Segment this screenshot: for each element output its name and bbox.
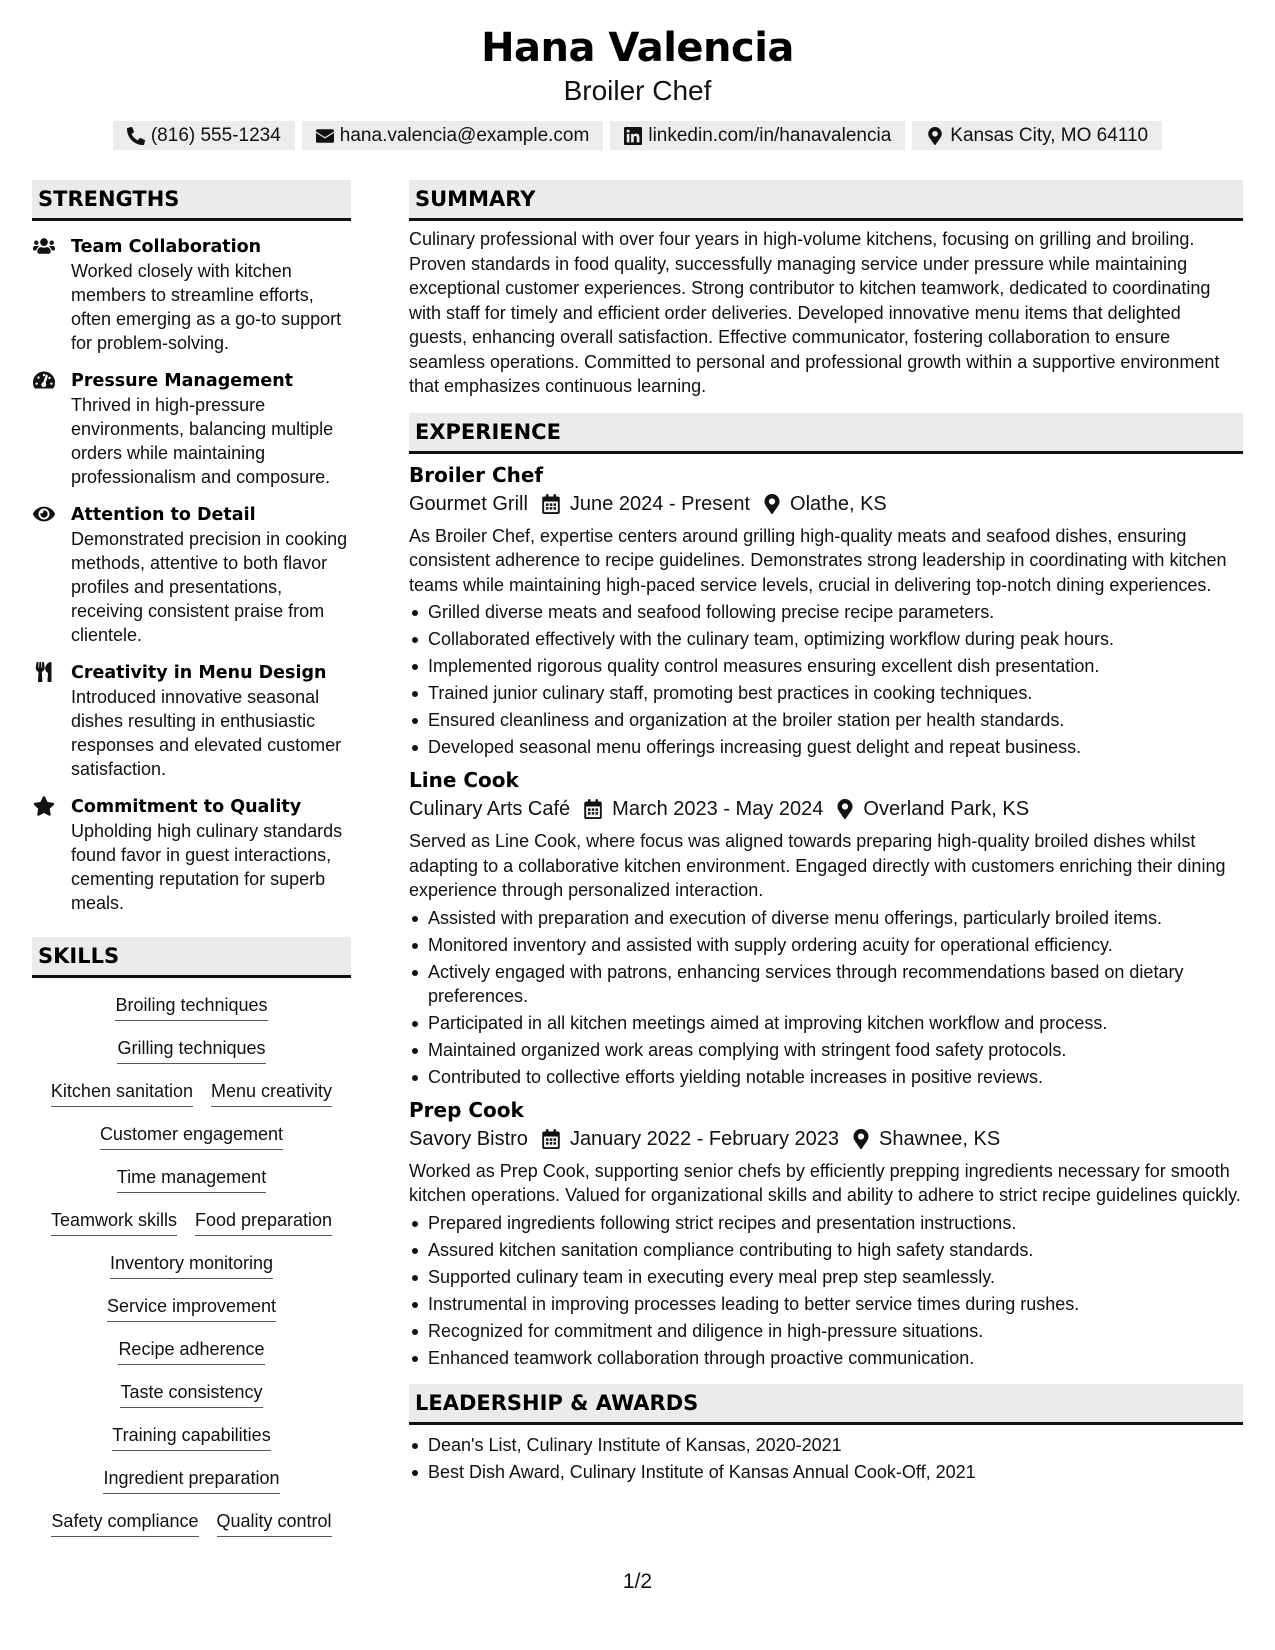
candidate-role: Broiler Chef: [563, 75, 712, 106]
eye-icon: [33, 504, 55, 524]
job-dates: January 2022 - February 2023: [569, 1127, 839, 1150]
contact-phone-text: (816) 555-1234: [150, 124, 281, 146]
list-item: Actively engaged with patrons, enhancing services through recommendations based on dietary preferences.: [409, 960, 1243, 1008]
job-description: As Broiler Chef, expertise centers around grilling high-quality meats and seafood dishes, ensuring consistent adherence to recipe guidelines. Demonstrates strong leadership in coordinating with kitchen teams while maintaining high-paced service levels, crucial in delivering top-notch dining experiences.: [409, 525, 1227, 595]
job-location: Shawnee, KS: [879, 1127, 1001, 1150]
contact-email[interactable]: [302, 121, 604, 150]
contact-location-text: Kansas City, MO 64110: [950, 124, 1149, 146]
job-location: Olathe, KS: [790, 492, 887, 515]
skills-row: [32, 1294, 351, 1322]
skill-tag: Quality control: [217, 1509, 332, 1537]
job-dates: June 2024 - Present: [569, 492, 751, 515]
job-meta: [409, 490, 1243, 518]
skill-tag: Grilling techniques: [117, 1036, 265, 1064]
strength-item: [32, 503, 351, 647]
strength-item: [32, 795, 351, 915]
strength-desc: Demonstrated precision in cooking methods, attentive to both flavor profiles and presentations, receiving consistent praise from clientele.: [71, 529, 348, 645]
skills-row: [32, 1466, 351, 1494]
job-entry: [409, 462, 1243, 760]
job-company: Culinary Arts Café: [409, 798, 571, 820]
job-location: Overland Park, KS: [863, 798, 1030, 820]
list-item: Implemented rigorous quality control measures ensuring excellent dish presentation.: [409, 654, 1243, 678]
skill-tag: Inventory monitoring: [110, 1251, 273, 1279]
job-company: Gourmet Grill: [409, 492, 528, 515]
strength-title: Team Collaboration: [71, 237, 262, 257]
map-pin-icon: [926, 127, 944, 145]
list-item: Trained junior culinary staff, promoting best practices in cooking techniques.: [409, 681, 1243, 705]
skills-row: [32, 1036, 351, 1064]
summary-text: Culinary professional with over four years in high-volume kitchens, focusing on grilling and broiling. Proven standards in food quality, successfully managing service under pressure while maintaining exceptional customer experiences. Strong contributor to kitchen teamwork, dedicated to coordinating with staff for timely and efficient order deliveries. Developed innovative menu items that delighted guests, enhancing overall satisfaction. Effective communicator, fostering collaboration to ensure seamless operations. Committed to personal and professional growth within a supportive environment that emphasizes continuous learning.: [409, 229, 1220, 396]
contact-location: [912, 121, 1162, 150]
calendar-icon: [542, 1129, 560, 1149]
list-item: Instrumental in improving processes leading to better service times during rushes.: [409, 1292, 1243, 1316]
skills-row: [32, 1122, 351, 1150]
skills-row: [32, 1208, 351, 1236]
skill-tag: Time management: [117, 1165, 266, 1193]
job-bullets: [409, 600, 1243, 759]
users-icon: [33, 236, 55, 256]
calendar-icon: [584, 799, 602, 819]
strength-desc: Introduced innovative seasonal dishes resulting in enthusiastic responses and elevated customer satisfaction.: [71, 687, 342, 779]
list-item: Assisted with preparation and execution of diverse menu offerings, particularly broiled items.: [409, 906, 1243, 930]
left-column: [32, 180, 351, 1537]
star-icon: [33, 796, 55, 816]
gauge-icon: [33, 370, 55, 390]
skills-row: [32, 1165, 351, 1193]
job-title: Prep Cook: [409, 1097, 524, 1122]
skills-heading: SKILLS: [32, 937, 351, 978]
job-title: Broiler Chef: [409, 462, 544, 487]
map-pin-icon: [764, 494, 780, 514]
job-bullets: [409, 906, 1243, 1089]
list-item: Recognized for commitment and diligence in high-pressure situations.: [409, 1319, 1243, 1343]
skill-tag: Food preparation: [195, 1208, 332, 1236]
map-pin-icon: [837, 799, 853, 819]
skill-tag: Customer engagement: [100, 1122, 283, 1150]
list-item: Assured kitchen sanitation compliance contributing to high safety standards.: [409, 1238, 1243, 1262]
utensils-icon: [33, 662, 55, 682]
linkedin-icon: [624, 127, 642, 145]
calendar-icon: [542, 494, 560, 514]
job-description: Worked as Prep Cook, supporting senior chefs by efficiently prepping ingredients necessary for smooth kitchen operations. Valued for organizational skills and ability to adhere to strict recipe guidelines quickly.: [409, 1160, 1241, 1205]
strength-desc: Upholding high culinary standards found favor in guest interactions, cementing reputation for superb meals.: [71, 821, 343, 913]
strength-title: Commitment to Quality: [71, 797, 302, 817]
job-entry: [409, 1097, 1243, 1370]
contact-row: [0, 121, 1275, 150]
strength-title: Creativity in Menu Design: [71, 663, 327, 683]
strength-title: Attention to Detail: [71, 505, 256, 525]
list-item: Grilled diverse meats and seafood following precise recipe parameters.: [409, 600, 1243, 624]
strength-desc: Thrived in high-pressure environments, balancing multiple orders while maintaining professionalism and composure.: [71, 395, 334, 487]
list-item: Ensured cleanliness and organization at the broiler station per health standards.: [409, 708, 1243, 732]
skill-tag: Teamwork skills: [51, 1208, 177, 1236]
skills-row: [32, 1423, 351, 1451]
resume-header: [0, 22, 1275, 150]
skill-tag: Service improvement: [107, 1294, 276, 1322]
list-item: Best Dish Award, Culinary Institute of Kansas Annual Cook-Off, 2021: [409, 1460, 1243, 1484]
page-number: 1/2: [622, 1570, 653, 1593]
right-column: [409, 180, 1243, 1487]
strength-title: Pressure Management: [71, 371, 294, 391]
job-entry: [409, 767, 1243, 1089]
skill-tag: Safety compliance: [51, 1509, 198, 1537]
job-bullets: [409, 1211, 1243, 1370]
list-item: Enhanced teamwork collaboration through proactive communication.: [409, 1346, 1243, 1370]
strength-item: [32, 235, 351, 355]
skill-tag: Kitchen sanitation: [51, 1079, 193, 1107]
list-item: Prepared ingredients following strict recipes and presentation instructions.: [409, 1211, 1243, 1235]
skills-row: [32, 993, 351, 1021]
phone-icon: [127, 127, 145, 145]
list-item: Developed seasonal menu offerings increasing guest delight and repeat business.: [409, 735, 1243, 759]
job-title: Line Cook: [409, 768, 519, 792]
list-item: Maintained organized work areas complying with stringent food safety protocols.: [409, 1038, 1243, 1062]
strength-item: [32, 369, 351, 489]
skills-row: [32, 1079, 351, 1107]
awards-list: [409, 1433, 1243, 1484]
skill-tag: Recipe adherence: [118, 1337, 264, 1365]
list-item: Collaborated effectively with the culinary team, optimizing workflow during peak hours.: [409, 627, 1243, 651]
envelope-icon: [316, 127, 334, 145]
job-description: Served as Line Cook, where focus was aligned towards preparing high-quality broiled dishes whilst adapting to a collaborative kitchen environment. Engaged directly with customers enriching their dining experience through personalized interaction.: [409, 831, 1226, 900]
list-item: Dean's List, Culinary Institute of Kansas, 2020-2021: [409, 1433, 1243, 1457]
skill-tag: Training capabilities: [112, 1423, 270, 1451]
summary-heading: SUMMARY: [409, 180, 1243, 221]
job-company: Savory Bistro: [409, 1127, 528, 1150]
skills-row: [32, 1509, 351, 1537]
list-item: Participated in all kitchen meetings aimed at improving kitchen workflow and process.: [409, 1011, 1243, 1035]
candidate-name: Hana Valencia: [481, 25, 794, 71]
skill-tag: Broiling techniques: [115, 993, 267, 1021]
strength-item: [32, 661, 351, 781]
job-meta: [409, 795, 1243, 823]
contact-phone[interactable]: [113, 121, 295, 150]
experience-heading: EXPERIENCE: [409, 413, 1243, 454]
job-dates: March 2023 - May 2024: [612, 798, 824, 820]
list-item: Monitored inventory and assisted with supply ordering acuity for operational efficiency.: [409, 933, 1243, 957]
strength-desc: Worked closely with kitchen members to streamline efforts, often emerging as a go-to support for problem-solving.: [71, 261, 342, 353]
skill-tag: Taste consistency: [120, 1380, 262, 1408]
awards-heading: LEADERSHIP & AWARDS: [409, 1384, 1243, 1425]
list-item: Contributed to collective efforts yielding notable increases in positive reviews.: [409, 1065, 1243, 1089]
skill-tag: Menu creativity: [211, 1079, 332, 1107]
strengths-heading: STRENGTHS: [32, 180, 351, 221]
skills-row: [32, 1251, 351, 1279]
job-meta: [409, 1125, 1243, 1153]
contact-email-text: hana.valencia@example.com: [339, 124, 590, 146]
skill-tag: Ingredient preparation: [103, 1466, 279, 1494]
skills-list: [32, 978, 351, 1537]
list-item: Supported culinary team in executing every meal prep step seamlessly.: [409, 1265, 1243, 1289]
skills-row: [32, 1380, 351, 1408]
skills-row: [32, 1337, 351, 1365]
contact-linkedin[interactable]: [610, 121, 905, 150]
contact-linkedin-text: linkedin.com/in/hanavalencia: [648, 124, 892, 146]
map-pin-icon: [853, 1129, 869, 1149]
